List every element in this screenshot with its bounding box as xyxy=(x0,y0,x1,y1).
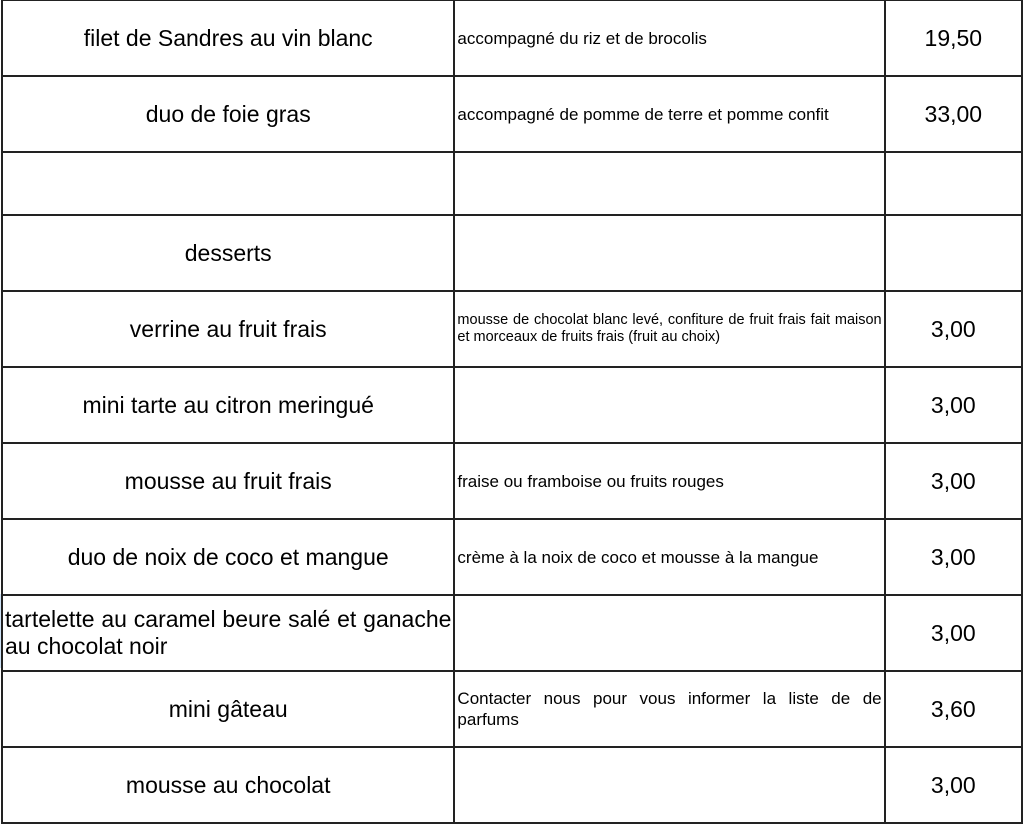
section-heading: desserts xyxy=(184,239,272,266)
dish-description: mousse de chocolat blanc levé, confiture de fruit frais fait maison et morceaux de fruits frais (fruit au choix) xyxy=(457,312,882,345)
dish-price-cell[interactable] xyxy=(885,671,1022,747)
dish-name: duo de noix de coco et mangue xyxy=(67,543,389,570)
table-row xyxy=(2,443,1022,519)
dish-price-cell[interactable] xyxy=(885,215,1022,291)
dish-price: 3,00 xyxy=(930,467,976,494)
dish-price-cell[interactable] xyxy=(885,291,1022,367)
table-row xyxy=(2,671,1022,747)
dish-name-cell[interactable] xyxy=(2,671,454,747)
table-row xyxy=(2,747,1022,823)
dish-name-cell[interactable] xyxy=(2,443,454,519)
section-heading-cell[interactable] xyxy=(2,215,454,291)
dish-description-cell[interactable] xyxy=(454,215,884,291)
dish-price: 3,00 xyxy=(930,771,976,798)
dish-name-cell[interactable] xyxy=(2,519,454,595)
dish-price-cell[interactable] xyxy=(885,595,1022,671)
dish-name: mousse au chocolat xyxy=(125,771,331,798)
table-row xyxy=(2,595,1022,671)
dish-description-cell[interactable] xyxy=(454,747,884,823)
table-row xyxy=(2,291,1022,367)
dish-name: filet de Sandres au vin blanc xyxy=(83,24,373,51)
dish-name-cell[interactable] xyxy=(2,76,454,152)
dish-price: 33,00 xyxy=(924,100,983,127)
dish-price-cell[interactable] xyxy=(885,367,1022,443)
dish-price-cell[interactable] xyxy=(885,443,1022,519)
dish-price: 19,50 xyxy=(924,24,983,51)
dish-price-cell[interactable] xyxy=(885,152,1022,215)
dish-price: 3,60 xyxy=(930,695,976,722)
dish-name: duo de foie gras xyxy=(145,100,311,127)
dish-price-cell[interactable] xyxy=(885,0,1022,76)
dish-description-cell[interactable] xyxy=(454,291,884,367)
dish-description-cell[interactable] xyxy=(454,443,884,519)
dish-description-cell[interactable] xyxy=(454,671,884,747)
dish-name: mini gâteau xyxy=(168,695,288,722)
table-row xyxy=(2,152,1022,215)
dish-name-cell[interactable] xyxy=(2,291,454,367)
dish-name-cell[interactable] xyxy=(2,152,454,215)
dish-name: tartelette au caramel beure salé et ganache au chocolat noir xyxy=(5,606,452,659)
dish-price: 3,00 xyxy=(930,543,976,570)
dish-name: mousse au fruit frais xyxy=(124,467,332,494)
dish-description-cell[interactable] xyxy=(454,595,884,671)
table-row xyxy=(2,215,1022,291)
dish-description: Contacter nous pour vous informer la liste de de parfums xyxy=(457,689,882,729)
dish-description-cell[interactable] xyxy=(454,519,884,595)
dish-description-cell[interactable] xyxy=(454,0,884,76)
dish-price-cell[interactable] xyxy=(885,747,1022,823)
table-row xyxy=(2,519,1022,595)
dish-name: verrine au fruit frais xyxy=(129,315,327,342)
dish-name-cell[interactable] xyxy=(2,0,454,76)
dish-description-cell[interactable] xyxy=(454,367,884,443)
table-row xyxy=(2,367,1022,443)
dish-description: crème à la noix de coco et mousse à la mangue xyxy=(457,547,819,567)
dish-description: accompagné du riz et de brocolis xyxy=(457,28,707,48)
dish-price-cell[interactable] xyxy=(885,76,1022,152)
dish-price-cell[interactable] xyxy=(885,519,1022,595)
dish-name-cell[interactable] xyxy=(2,747,454,823)
menu-table xyxy=(1,0,1023,824)
dish-name-cell[interactable] xyxy=(2,595,454,671)
table-row xyxy=(2,0,1022,76)
dish-description: fraise ou framboise ou fruits rouges xyxy=(457,471,724,491)
dish-price: 3,00 xyxy=(930,391,976,418)
dish-description-cell[interactable] xyxy=(454,152,884,215)
dish-description: accompagné de pomme de terre et pomme confit xyxy=(457,104,829,124)
dish-name: mini tarte au citron meringué xyxy=(82,391,374,418)
table-row xyxy=(2,76,1022,152)
dish-price: 3,00 xyxy=(930,315,976,342)
dish-name-cell[interactable] xyxy=(2,367,454,443)
dish-description-cell[interactable] xyxy=(454,76,884,152)
dish-price: 3,00 xyxy=(930,619,976,646)
